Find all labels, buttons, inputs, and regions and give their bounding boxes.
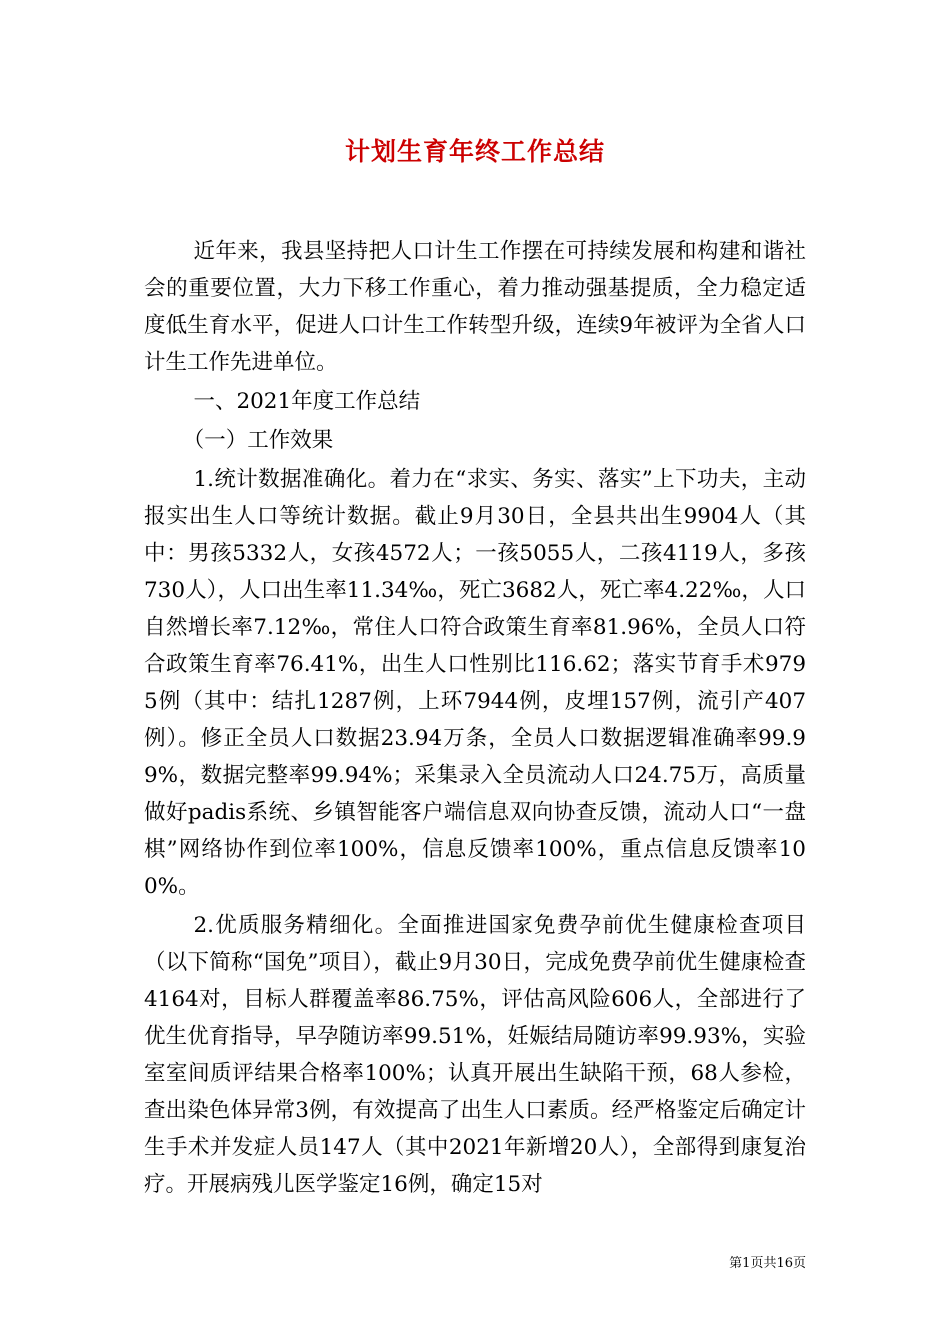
section-heading: 一、2021年度工作总结 [193, 389, 421, 414]
paragraph-intro: 近年来，我县坚持把人口计生工作摆在可持续发展和构建和谐社会的重要位置，大力下移工作重心，着力推动强基提质，全力稳定适度低生育水平，促进人口计生工作转型升级，连续9年被评为全省人口计生工作先进单位。 [144, 239, 806, 375]
subsection-heading: （一）工作效果 [182, 428, 334, 453]
document-title: 计划生育年终工作总结 [344, 137, 605, 166]
page-number: 第1页共16页 [729, 1256, 806, 1271]
document-body [144, 233, 806, 1205]
paragraph-services: 2.优质服务精细化。全面推进国家免费孕前优生健康检查项目（以下简称“国免”项目），截止9月30日，完成免费孕前优生健康检查4164对，目标人群覆盖率86.75%，评估高风险606人，全部进行了优生优育指导，早孕随访率99.51%，妊娠结局随访率99.93%，实验室室间质评结果合格率100%；认真开展出生缺陷干预，68人参检，查出染色体异常3例，有效提高了出生人口素质。经严格鉴定后确定计生手术并发症人员147人（其中2021年新增20人），全部得到康复治疗。开展病残儿医学鉴定16例，确定15对 [144, 913, 806, 1197]
paragraph-statistics: 1.统计数据准确化。着力在“求实、务实、落实”上下功夫，主动报实出生人口等统计数据。截止9月30日，全县共出生9904人（其中：男孩5332人，女孩4572人；一孩5055人，二孩4119人，多孩730人），人口出生率11.34‰，死亡3682人，死亡率4.22‰，人口自然增长率7.12‰，常住人口符合政策生育率81.96%，全员人口符合政策生育率76.41%，出生人口性别比116.62；落实节育手术9795例（其中：结扎1287例，上环7944例，皮埋157例，流引产407例）。修正全员人口数据23.94万条，全员人口数据逻辑准确率99.99%，数据完整率99.94%；采集录入全员流动人口24.75万，高质量做好padis系统、乡镇智能客户端信息双向协查反馈，流动人口“一盘棋”网络协作到位率100%，信息反馈率100%，重点信息反馈率100%。 [144, 467, 806, 899]
